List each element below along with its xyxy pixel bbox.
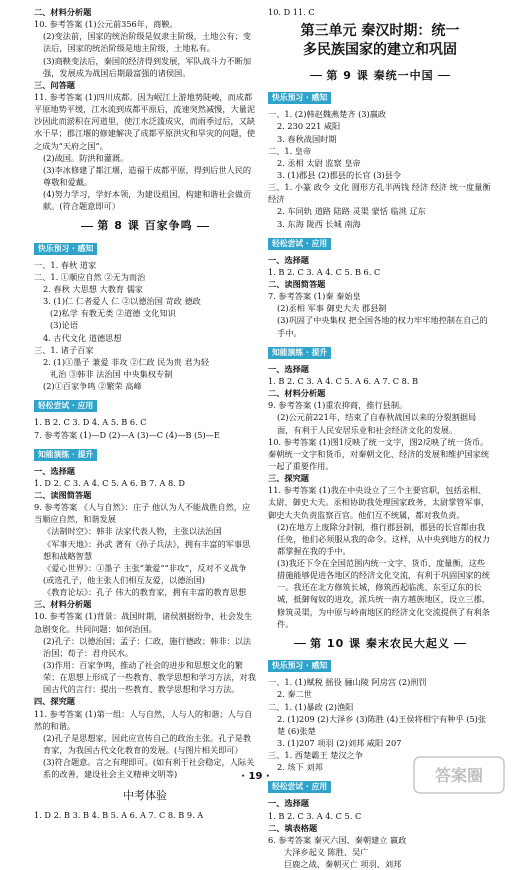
- text-line: 三、探究题: [268, 473, 309, 484]
- text-line: (2)孔子是思想家，因此应宣传自己的政治主张。孔子是教育家，为我国古代文化教育的发展。(与图片相关即可）: [43, 732, 252, 755]
- text-line: 7. 参考答案 (1)秦 秦始皇: [268, 291, 361, 302]
- section-header: 轻松尝试 · 应用: [34, 399, 256, 412]
- text-line: 《法制时空》：韩非 法家代表人物，主张以法治国: [43, 526, 222, 537]
- text-line: 二、材料分析题: [34, 7, 92, 17]
- lesson-9-try: [268, 254, 492, 339]
- text-line: 3. (1)仁 仁者爱人 仁 ②以德治国 苛政 德政: [43, 296, 201, 307]
- section-header: 快乐预习 · 感知: [268, 659, 492, 672]
- text-line: 二、1. 皇帝: [268, 145, 312, 156]
- text-line: 2. 春秋 大思想 大教育 儒家: [43, 284, 144, 295]
- text-line: 11. 参考答案 (1)我在中央设立了三个主要官职，包括丞相、太尉、御史大夫。丞相协助我处理国家政务，太尉掌管军事，御史大夫负责监察百官。他们互不统属，都对我负责。: [268, 485, 490, 520]
- exam-answers: 1. D 2. B 3. B 4. B 5. A 6. A 7. C 8. B 9. A: [34, 809, 204, 820]
- text-line: 1. B 2. C 3. A 4. C 5. C: [268, 810, 362, 821]
- right-column: [268, 6, 492, 870]
- text-line: 3. 东海 陇西 长城 南海: [277, 218, 361, 229]
- text-line: 一、选择题: [34, 465, 75, 476]
- text-line: 二、1. ①顺应自然 ②无为而治: [34, 271, 146, 282]
- text-line: 1. B 2. C 3. A 4. C 5. A 6. A 7. C 8. B: [268, 375, 419, 386]
- text-line: 《军事天地》：孙武 著有《孙子兵法》，拥有丰富的军事思想和战略智慧: [43, 538, 251, 561]
- text-line: 二、读图简答题: [268, 279, 326, 290]
- text-line: 2. 秦二世: [277, 689, 312, 700]
- text-line: 10. 参考答案 (1)公元前356年，商鞅。: [34, 19, 178, 30]
- text-line: 2. (1)①墨子 兼爱 非攻 ②仁政 民为贵 君为轻: [43, 356, 210, 367]
- text-line: (2)丞相 军事 御史大夫 郡县制: [277, 303, 387, 314]
- exam-title: 中考体验: [123, 789, 167, 803]
- text-line: 一、1. 春秋 道家: [34, 259, 97, 270]
- text-line: 三、问答题: [34, 79, 75, 90]
- text-line: (2)①百家争鸣 ②繁荣 高峰: [43, 381, 142, 392]
- text-line: 7. 参考答案 (1)—D (2)—A (3)—C (4)—B (5)—E: [34, 429, 220, 440]
- text-line: 三、1. 小篆 政令 文化 圆形方孔半两钱 经济 经济 统一度量衡 经济: [268, 182, 491, 205]
- section-header: 知能演练 · 提升: [268, 346, 492, 359]
- text-line: 1. B 2. C 3. D 4. A 5. B 6. C: [34, 417, 147, 428]
- lesson-8-try: [34, 416, 256, 440]
- lesson-8-practice: [34, 465, 256, 781]
- text-line: (3)论语: [50, 320, 78, 331]
- text-line: 1. D 2. C 3. A 4. C 5. A 6. B 7. A 8. D: [34, 477, 185, 488]
- text-line: 4. 古代文化 道德思想: [43, 332, 122, 343]
- text-line: 三、1. 西楚霸王 楚汉之争: [268, 750, 363, 761]
- left-block1: [34, 6, 256, 212]
- text-line: 9. 参考答案 《人与自然》：庄子 他认为人不能战胜自然，应当顺应自然，和谐发展: [34, 502, 251, 525]
- text-line: (2)战国。防洪和灌溉。: [43, 152, 129, 163]
- text-line: 2. 车同轨 道路 陆路 灵渠 蒙恬 临洮 辽东: [277, 206, 426, 217]
- section-header: 知能演练 · 提升: [34, 448, 256, 461]
- text-line: 11. 参考答案 (1)第一组：人与自然，人与人的和谐；人与自然的和谐。: [34, 708, 253, 731]
- section-header: 轻松尝试 · 应用: [268, 780, 492, 793]
- text-line: 2. 垓下 刘邦: [277, 762, 323, 773]
- text-line: (2)在地方上废除分封制，推行郡县制，郡县的长官都由我任免，他们必须服从我的命令。这样，从中央到地方的权力都掌握在我的手中。: [277, 521, 490, 556]
- lesson-9-title: 第 9 课 秦统一中国: [268, 68, 492, 84]
- text-line: (3)商鞅变法后，秦国的经济得到发展，军队战斗力不断加强，发展成为战国后期最富强的诸侯国。: [43, 55, 252, 78]
- text-line: 9. 参考答案 (1)重农抑商，推行县制。: [268, 400, 408, 411]
- text-line: 10. 参考答案 (1)背景：战国时期，诸侯割据纷争，社会发生急剧变化。共同问题：如何治国。: [34, 611, 253, 634]
- text-line: 3. (1)郡县 (2)郡县的长官 (3)县令: [277, 169, 402, 180]
- text-line: 一、选择题: [268, 798, 309, 809]
- text-line: 11. 参考答案 (1)四川成都。因为岷江上游地势陡峻，而成都平原地势平缓，江水流到成都平原后，流速突然减慢，大量泥沙因此而淤积在河道里，使江水泛滥成灾，而雨季过后，又缺水干旱；郡江堰的修建解决了成都平原洪灾和旱灾的问题，使之成为“天府之国”。: [34, 91, 256, 151]
- section-header: 快乐预习 · 感知: [34, 242, 256, 255]
- text-line: 《爱心世界》：①墨子 主张“兼爱”“非攻”，反对不义战争: [43, 562, 247, 573]
- text-line: 一、选择题: [268, 254, 309, 265]
- text-line: 二、填表格题: [268, 822, 318, 833]
- text-line: 《教育论坛》：孔子 伟大的教育家，拥有丰富的教育思想: [43, 587, 247, 598]
- lesson-8-title: 第 8 课 百家争鸣: [34, 218, 256, 234]
- text-line: 一、选择题: [268, 363, 309, 374]
- lesson-9-preview: [268, 108, 492, 229]
- text-line: 三、1. 诸子百家: [34, 344, 94, 355]
- text-line: 10. D 11. C: [268, 7, 315, 17]
- text-line: (2)私学 有教无类 ②道德 文化知识: [50, 308, 176, 319]
- section-header: 轻松尝试 · 应用: [268, 237, 492, 250]
- text-line: (3)作用：百家争鸣，推动了社会的进步和思想文化的繁荣；在思想上形成了一些教育、教学思想和学习方法，对我国古代的言行：提出一些教育、教学思想和学习方法。: [43, 659, 256, 695]
- unit-title: 第三单元 秦汉时期：统一 多民族国家的建立和巩固: [300, 23, 460, 59]
- text-line: (3)李冰修建了都江堰，造福于成都平原，得到后世人民的尊敬和爱戴。: [43, 164, 252, 187]
- text-line: 2. 丞相 太尉 监察 皇帝: [277, 157, 361, 168]
- lesson-9-practice: [268, 363, 492, 630]
- text-line: (2)孔子：以德治国；孟子：仁政，施行德政；韩非：以法治国；荀子：君舟民水。: [43, 635, 252, 658]
- text-line: 三、材料分析题: [34, 599, 92, 610]
- lesson-10-title: 第 10 课 秦末农民大起义: [268, 636, 492, 652]
- left-column: [34, 6, 256, 821]
- text-line: 二、1. (1)暴政 (2)渔阳: [268, 701, 354, 712]
- section-header: 快乐预习 · 感知: [268, 91, 492, 104]
- text-line: 二、材料分析题: [268, 388, 326, 399]
- text-line: 6. 参考答案 秦灭六国、秦朝建立 嬴政: [268, 834, 407, 845]
- text-line: (2)变法前，国家的统治阶级是奴隶主阶级，土地公有；变法后，国家的统治阶级是地主阶级，土地私有。: [43, 31, 252, 54]
- text-line: 巨鹿之战、秦朝灭亡 项羽、刘邦: [284, 859, 402, 870]
- text-line: (3)符合题意。言之有理即可。(如有利于社会稳定，人际关系的改善，建设社会主义精神文明等): [43, 757, 255, 780]
- text-line: 大泽乡起义 陈胜、吴广: [284, 847, 369, 858]
- text-line: 3. (1)207 项羽 (2)刘邦 咸阳 207: [277, 737, 402, 748]
- page-number: · 19 ·: [241, 771, 270, 782]
- text-line: 礼治 ③韩非 法治国 中央集权专制: [50, 369, 173, 379]
- lesson-10-try: [268, 797, 492, 870]
- text-line: 10. 参考答案 (1)图1反映了统一文字，图2反映了统一货币。秦朝统一文字和货币，对秦朝文化、经济的发展和维护国家统一起了重要作用。: [268, 436, 490, 471]
- text-line: (4)努力学习，学好本领，为建设祖国、构建和谐社会做贡献。(符合题意即可）: [43, 189, 252, 212]
- text-line: (3)巩固了中央集权 把全国各地的权力牢牢地控制在自己的手中。: [277, 315, 488, 338]
- text-line: 四、探究题: [34, 696, 75, 707]
- text-line: 2. 230 221 咸阳: [277, 121, 341, 132]
- text-line: (或选孔子，他主张人们相互友爱，以德治国): [43, 574, 205, 585]
- text-line: 一、1. (1)赋税 摇役 骊山陵 阿房宫 (2)刑罚: [268, 677, 427, 688]
- text-line: 1. B 2. C 3. A 4. C 5. B 6. C: [268, 266, 381, 277]
- text-line: (3)我还下令在全国范围内统一文字、货币、度量衡，这些措施能够促进各地区的经济文化交流，有利于巩固国家的统一。我还在北方修筑长城，修筑西起临洮、东至辽东的长城，抵御匈奴的进攻，派兵统一南方越族地区，设立三郡，修筑灵渠，为中原与岭南地区的经济文化交流提供了有利条件。: [277, 558, 490, 629]
- lesson-8-preview: [34, 259, 256, 393]
- text-line: 二、读图简答题: [34, 490, 92, 500]
- text-line: 3. 春秋战国时期: [277, 133, 337, 144]
- svg-text:答案圈: 答案圈: [434, 766, 484, 785]
- text-line: 2. (1)209 (2)大泽乡 (3)陈胜 (4)王侯将相宁有种乎 (5)张楚 (6)张楚: [277, 713, 487, 736]
- watermark-logo: [413, 756, 505, 794]
- text-line: (2)公元前221年，结束了自春秋战国以来的分裂割据局面，有利于人民安居乐业和社会经济文化的发展。: [277, 412, 477, 435]
- text-line: 一、1. (2)韩赵魏燕楚齐 (3)嬴政: [268, 109, 387, 120]
